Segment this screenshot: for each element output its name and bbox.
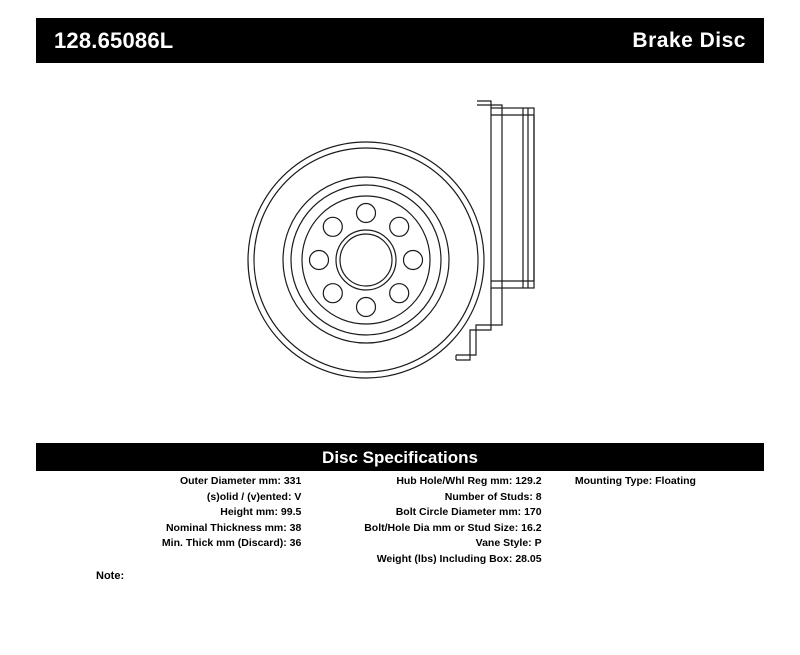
spec-item: Bolt Circle Diameter mm: 170 <box>395 506 542 519</box>
spec-item: (s)olid / (v)ented: V <box>206 490 302 503</box>
spec-columns <box>36 474 764 568</box>
part-number: 128.65086L <box>54 27 174 53</box>
rotor-edge-view <box>456 101 534 360</box>
spec-item: Number of Studs: 8 <box>444 490 542 503</box>
header-bar <box>36 18 764 63</box>
spec-item: Weight (lbs) Including Box: 28.05 <box>376 552 542 565</box>
page-title: Brake Disc <box>632 29 746 52</box>
spec-item: Nominal Thickness mm: 38 <box>165 521 302 534</box>
spec-item: Outer Diameter mm: 331 <box>179 475 302 487</box>
rotor-face-view <box>248 142 484 378</box>
note-label: Note: <box>96 570 125 582</box>
spec-item: Height mm: 99.5 <box>220 506 302 519</box>
spec-column-middle <box>305 474 545 568</box>
spec-column-left <box>36 474 305 568</box>
spec-section-header <box>36 443 764 471</box>
spec-item: Bolt/Hole Dia mm or Stud Size: 16.2 <box>364 521 542 534</box>
spec-column-right <box>546 474 764 568</box>
spec-item: Vane Style: P <box>475 537 542 550</box>
spec-item: Min. Thick mm (Discard): 36 <box>161 537 302 550</box>
technical-drawing <box>36 75 764 415</box>
spec-item: Hub Hole/Whl Reg mm: 129.2 <box>396 475 542 487</box>
rotor-drawing-svg <box>36 75 764 415</box>
spec-item: Mounting Type: Floating <box>574 475 696 487</box>
spec-section-title: Disc Specifications <box>322 447 478 467</box>
